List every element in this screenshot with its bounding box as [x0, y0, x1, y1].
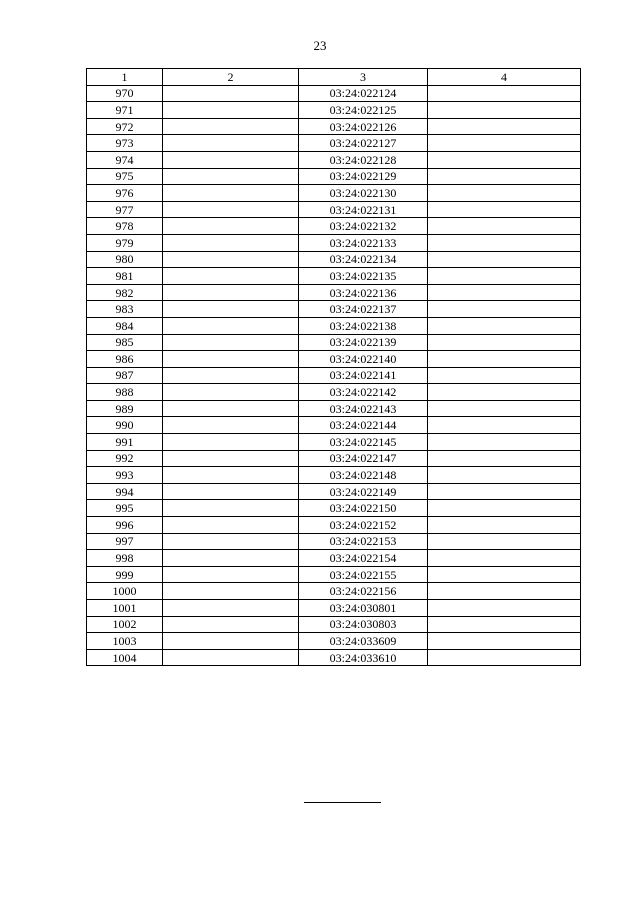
cadastral-number-cell: 03:24:022131: [299, 201, 428, 218]
cadastral-number-cell: 03:24:022155: [299, 566, 428, 583]
cadastral-number-cell: 03:24:022148: [299, 467, 428, 484]
column-4-cell: [428, 533, 581, 550]
cadastral-number-cell: 03:24:022140: [299, 351, 428, 368]
column-4-cell: [428, 301, 581, 318]
row-number-cell: 995: [87, 500, 163, 517]
row-number-cell: 1004: [87, 649, 163, 666]
cadastral-number-cell: 03:24:022141: [299, 367, 428, 384]
row-number-cell: 985: [87, 334, 163, 351]
table-row: [87, 284, 581, 301]
column-4-cell: [428, 400, 581, 417]
table-row: [87, 185, 581, 202]
row-number-cell: 975: [87, 168, 163, 185]
column-2-cell: [163, 268, 299, 285]
column-4-cell: [428, 168, 581, 185]
row-number-cell: 987: [87, 367, 163, 384]
table-body: [87, 85, 581, 666]
table-row: [87, 301, 581, 318]
column-2-cell: [163, 616, 299, 633]
column-4-cell: [428, 517, 581, 534]
row-number-cell: 999: [87, 566, 163, 583]
cadastral-number-cell: 03:24:022138: [299, 317, 428, 334]
cadastral-number-cell: 03:24:022149: [299, 483, 428, 500]
cadastral-number-cell: 03:24:022150: [299, 500, 428, 517]
row-number-cell: 986: [87, 351, 163, 368]
row-number-cell: 991: [87, 434, 163, 451]
cadastral-number-cell: 03:24:022152: [299, 517, 428, 534]
column-2-cell: [163, 218, 299, 235]
column-4-cell: [428, 102, 581, 119]
table-row: [87, 583, 581, 600]
column-2-cell: [163, 434, 299, 451]
table-row: [87, 417, 581, 434]
footer-separator-line: [304, 802, 381, 803]
cadastral-number-cell: 03:24:022154: [299, 550, 428, 567]
column-4-cell: [428, 434, 581, 451]
column-2-cell: [163, 102, 299, 119]
row-number-cell: 974: [87, 151, 163, 168]
column-2-cell: [163, 483, 299, 500]
column-2-cell: [163, 185, 299, 202]
column-2-cell: [163, 467, 299, 484]
column-2-cell: [163, 533, 299, 550]
row-number-cell: 990: [87, 417, 163, 434]
column-4-cell: [428, 334, 581, 351]
row-number-cell: 989: [87, 400, 163, 417]
column-4-cell: [428, 201, 581, 218]
table-row: [87, 85, 581, 102]
row-number-cell: 973: [87, 135, 163, 152]
column-4-cell: [428, 218, 581, 235]
table-row: [87, 533, 581, 550]
column-2-cell: [163, 317, 299, 334]
table-row: [87, 633, 581, 650]
column-4-cell: [428, 384, 581, 401]
column-2-cell: [163, 450, 299, 467]
row-number-cell: 976: [87, 185, 163, 202]
row-number-cell: 994: [87, 483, 163, 500]
column-4-cell: [428, 234, 581, 251]
row-number-cell: 996: [87, 517, 163, 534]
table-row: [87, 649, 581, 666]
column-2-cell: [163, 351, 299, 368]
table-row: [87, 118, 581, 135]
column-2-cell: [163, 251, 299, 268]
cadastral-number-cell: 03:24:022129: [299, 168, 428, 185]
column-2-cell: [163, 566, 299, 583]
column-4-cell: [428, 251, 581, 268]
column-4-cell: [428, 483, 581, 500]
column-4-cell: [428, 367, 581, 384]
column-4-cell: [428, 600, 581, 617]
row-number-cell: 988: [87, 384, 163, 401]
column-2-cell: [163, 85, 299, 102]
column-2-cell: [163, 168, 299, 185]
row-number-cell: 983: [87, 301, 163, 318]
column-header-4: 4: [428, 69, 581, 86]
column-2-cell: [163, 118, 299, 135]
column-2-cell: [163, 334, 299, 351]
row-number-cell: 992: [87, 450, 163, 467]
cadastral-number-cell: 03:24:022142: [299, 384, 428, 401]
column-2-cell: [163, 550, 299, 567]
row-number-cell: 977: [87, 201, 163, 218]
cadastral-number-cell: 03:24:022127: [299, 135, 428, 152]
page-number: 23: [313, 38, 327, 53]
column-4-cell: [428, 118, 581, 135]
table-row: [87, 450, 581, 467]
cadastral-number-cell: 03:24:022139: [299, 334, 428, 351]
parcel-table: [86, 68, 581, 666]
cadastral-number-cell: 03:24:022135: [299, 268, 428, 285]
column-4-cell: [428, 317, 581, 334]
table-row: [87, 467, 581, 484]
column-4-cell: [428, 467, 581, 484]
cadastral-number-cell: 03:24:030801: [299, 600, 428, 617]
column-2-cell: [163, 400, 299, 417]
table-row: [87, 600, 581, 617]
cadastral-number-cell: 03:24:022153: [299, 533, 428, 550]
column-2-cell: [163, 649, 299, 666]
column-header-2: 2: [163, 69, 299, 86]
cadastral-number-cell: 03:24:022145: [299, 434, 428, 451]
column-4-cell: [428, 550, 581, 567]
row-number-cell: 1001: [87, 600, 163, 617]
table-row: [87, 483, 581, 500]
table-row: [87, 151, 581, 168]
column-4-cell: [428, 135, 581, 152]
cadastral-number-cell: 03:24:030803: [299, 616, 428, 633]
column-4-cell: [428, 633, 581, 650]
column-2-cell: [163, 500, 299, 517]
cadastral-number-cell: 03:24:022124: [299, 85, 428, 102]
table-row: [87, 201, 581, 218]
cadastral-number-cell: 03:24:022136: [299, 284, 428, 301]
cadastral-number-cell: 03:24:022130: [299, 185, 428, 202]
column-header-3: 3: [299, 69, 428, 86]
table-row: [87, 566, 581, 583]
row-number-cell: 984: [87, 317, 163, 334]
row-number-cell: 981: [87, 268, 163, 285]
cadastral-number-cell: 03:24:022137: [299, 301, 428, 318]
cadastral-number-cell: 03:24:022156: [299, 583, 428, 600]
column-4-cell: [428, 450, 581, 467]
table-row: [87, 268, 581, 285]
table-row: [87, 135, 581, 152]
row-number-cell: 998: [87, 550, 163, 567]
table-row: [87, 218, 581, 235]
cadastral-number-cell: 03:24:022132: [299, 218, 428, 235]
cadastral-number-cell: 03:24:022147: [299, 450, 428, 467]
column-4-cell: [428, 417, 581, 434]
column-2-cell: [163, 151, 299, 168]
cadastral-number-cell: 03:24:033610: [299, 649, 428, 666]
table-row: [87, 102, 581, 119]
column-2-cell: [163, 234, 299, 251]
column-2-cell: [163, 135, 299, 152]
cadastral-number-cell: 03:24:022126: [299, 118, 428, 135]
table-row: [87, 434, 581, 451]
row-number-cell: 971: [87, 102, 163, 119]
column-4-cell: [428, 185, 581, 202]
table-row: [87, 616, 581, 633]
row-number-cell: 997: [87, 533, 163, 550]
table-row: [87, 500, 581, 517]
column-2-cell: [163, 367, 299, 384]
column-4-cell: [428, 284, 581, 301]
table-row: [87, 367, 581, 384]
row-number-cell: 993: [87, 467, 163, 484]
cadastral-number-cell: 03:24:033609: [299, 633, 428, 650]
row-number-cell: 982: [87, 284, 163, 301]
column-4-cell: [428, 616, 581, 633]
cadastral-number-cell: 03:24:022125: [299, 102, 428, 119]
row-number-cell: 980: [87, 251, 163, 268]
table-row: [87, 234, 581, 251]
column-2-cell: [163, 301, 299, 318]
column-4-cell: [428, 351, 581, 368]
column-2-cell: [163, 284, 299, 301]
column-2-cell: [163, 201, 299, 218]
row-number-cell: 1002: [87, 616, 163, 633]
column-header-1: 1: [87, 69, 163, 86]
row-number-cell: 972: [87, 118, 163, 135]
column-4-cell: [428, 649, 581, 666]
column-2-cell: [163, 517, 299, 534]
cadastral-number-cell: 03:24:022134: [299, 251, 428, 268]
table-row: [87, 517, 581, 534]
table-row: [87, 400, 581, 417]
cadastral-number-cell: 03:24:022143: [299, 400, 428, 417]
table-row: [87, 168, 581, 185]
column-2-cell: [163, 384, 299, 401]
row-number-cell: 970: [87, 85, 163, 102]
row-number-cell: 1000: [87, 583, 163, 600]
column-4-cell: [428, 85, 581, 102]
table-row: [87, 351, 581, 368]
column-2-cell: [163, 633, 299, 650]
cadastral-number-cell: 03:24:022144: [299, 417, 428, 434]
column-4-cell: [428, 566, 581, 583]
column-4-cell: [428, 583, 581, 600]
table-row: [87, 550, 581, 567]
table-row: [87, 317, 581, 334]
cadastral-number-cell: 03:24:022133: [299, 234, 428, 251]
cadastral-number-cell: 03:24:022128: [299, 151, 428, 168]
column-4-cell: [428, 151, 581, 168]
column-2-cell: [163, 417, 299, 434]
column-2-cell: [163, 600, 299, 617]
table-header-row: [87, 69, 581, 86]
table-row: [87, 251, 581, 268]
row-number-cell: 979: [87, 234, 163, 251]
column-4-cell: [428, 268, 581, 285]
column-2-cell: [163, 583, 299, 600]
row-number-cell: 978: [87, 218, 163, 235]
column-4-cell: [428, 500, 581, 517]
table-row: [87, 334, 581, 351]
table-row: [87, 384, 581, 401]
row-number-cell: 1003: [87, 633, 163, 650]
